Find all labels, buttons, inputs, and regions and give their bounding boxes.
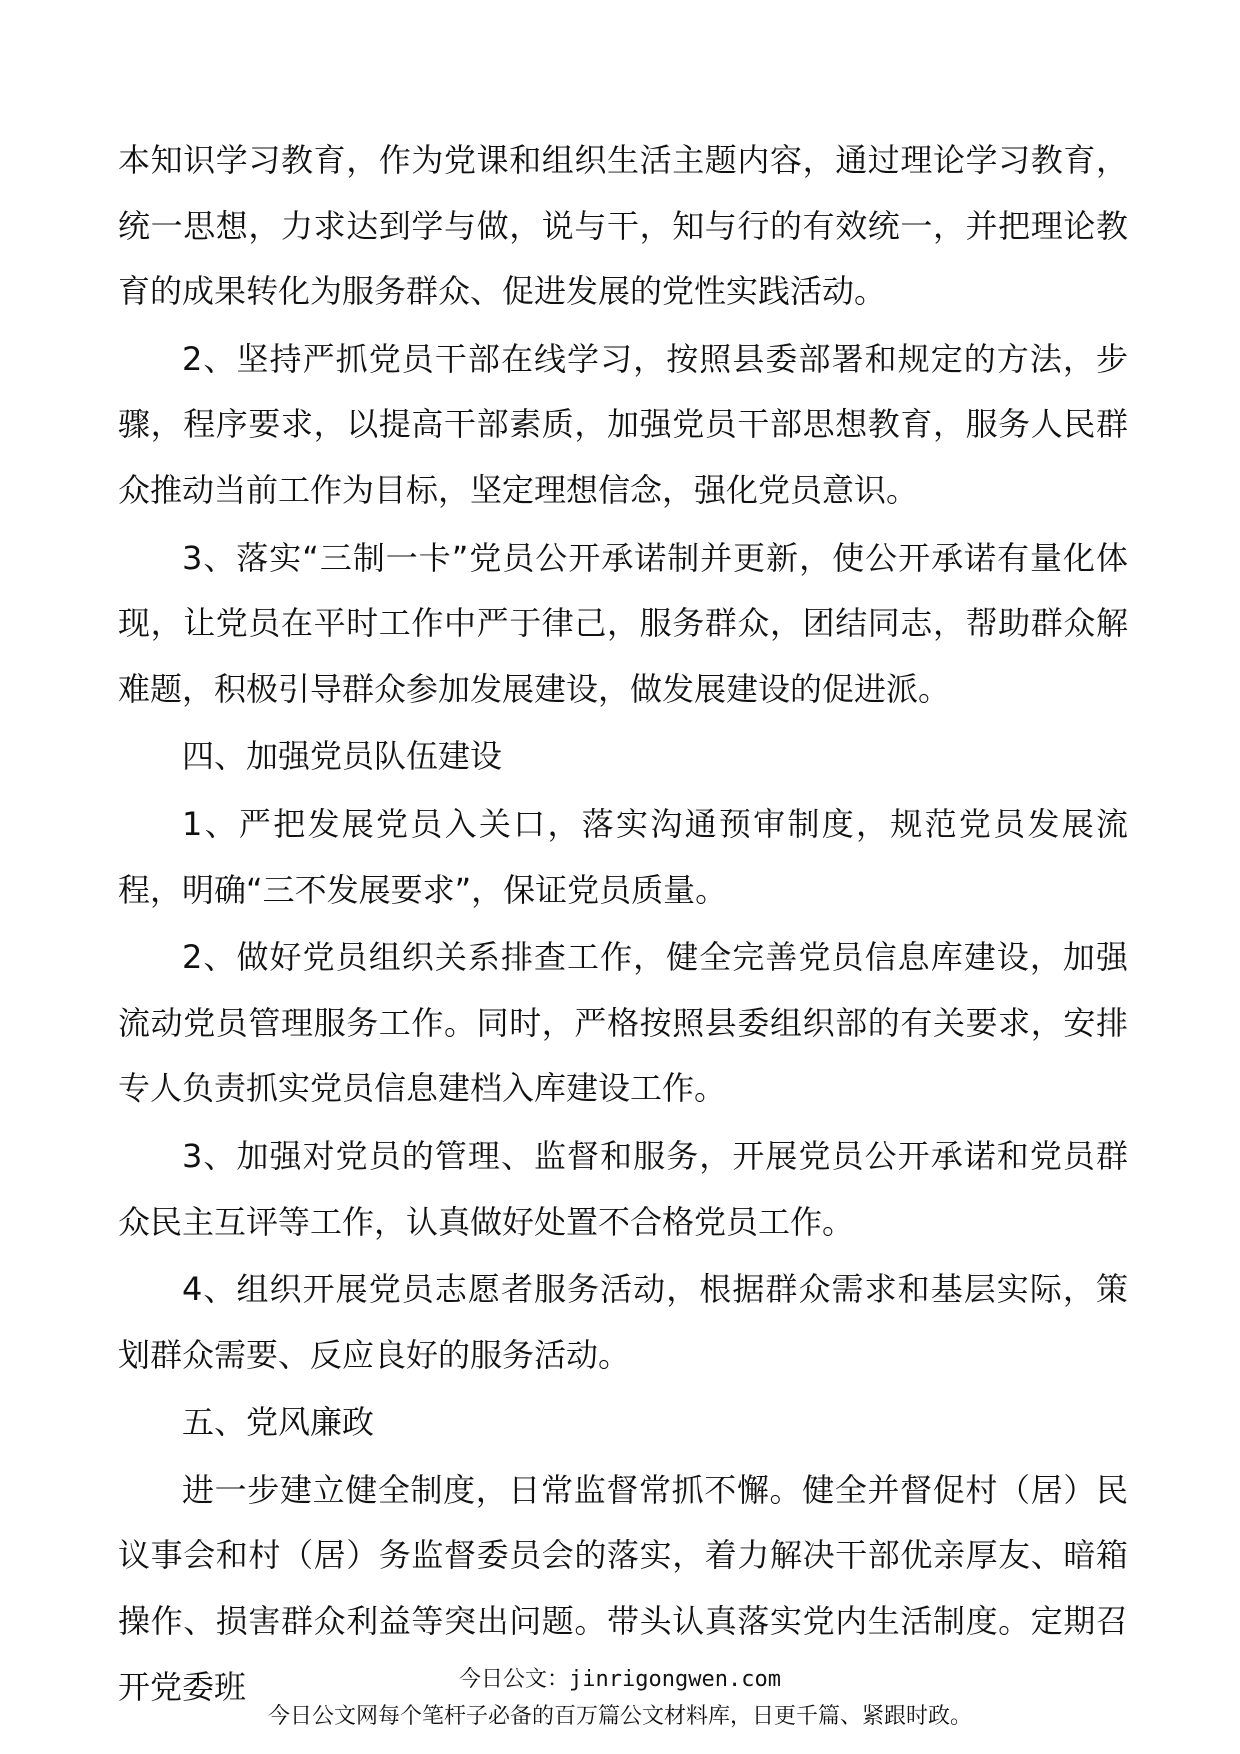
paragraph-5: 1、严把发展党员入关口，落实沟通预审制度，规范党员发展流程，明确“三不发展要求”，保证党员质量。 (118, 804, 1128, 909)
paragraph-10: 进一步建立健全制度，日常监督常抓不懈。健全并督促村（居）民议事会和村（居）务监督委员会的落实，着力解决干部优亲厚友、暗箱操作、损害群众利益等突出问题。带头认真落实党内生活制度。定期召开党委班 (118, 1470, 1128, 1706)
paragraph-3: 3、落实“三制一卡”党员公开承诺制并更新，使公开承诺有量化体现，让党员在平时工作中严于律己，服务群众，团结同志，帮助群众解难题，积极引导群众参加发展建设，做发展建设的促进派。 (118, 538, 1128, 708)
footer-slogan: 今日公文网每个笔杆子必备的百万篇公文材料库，日更千篇、紧跟时政。 (267, 1704, 972, 1729)
footer-site-link[interactable]: 今日公文：jinrigongwen.com (459, 1667, 781, 1692)
document-body (118, 128, 1128, 1722)
paragraph-7: 3、加强对党员的管理、监督和服务，开展党员公开承诺和党员群众民主互评等工作，认真做好处置不合格党员工作。 (118, 1136, 1128, 1241)
paragraph-2: 2、坚持严抓党员干部在线学习，按照县委部署和规定的方法，步骤，程序要求，以提高干部素质，加强党员干部思想教育，服务人民群众推动当前工作为目标，坚定理想信念，强化党员意识。 (118, 339, 1128, 509)
paragraph-6: 2、做好党员组织关系排查工作，健全完善党员信息库建设，加强流动党员管理服务工作。同时，严格按照县委组织部的有关要求，安排专人负责抓实党员信息建档入库建设工作。 (118, 938, 1128, 1108)
paragraph-1: 本知识学习教育，作为党课和组织生活主题内容，通过理论学习教育，统一思想，力求达到学与做，说与干，知与行的有效统一，并把理论教育的成果转化为服务群众、促进发展的党性实践活动。 (118, 141, 1128, 311)
paragraph-8: 4、组织开展党员志愿者服务活动，根据群众需求和基层实际，策划群众需要、反应良好的服务活动。 (118, 1270, 1128, 1374)
section-heading-5: 五、党风廉政 (182, 1403, 375, 1442)
section-heading-4: 四、加强党员队伍建设 (182, 737, 503, 776)
